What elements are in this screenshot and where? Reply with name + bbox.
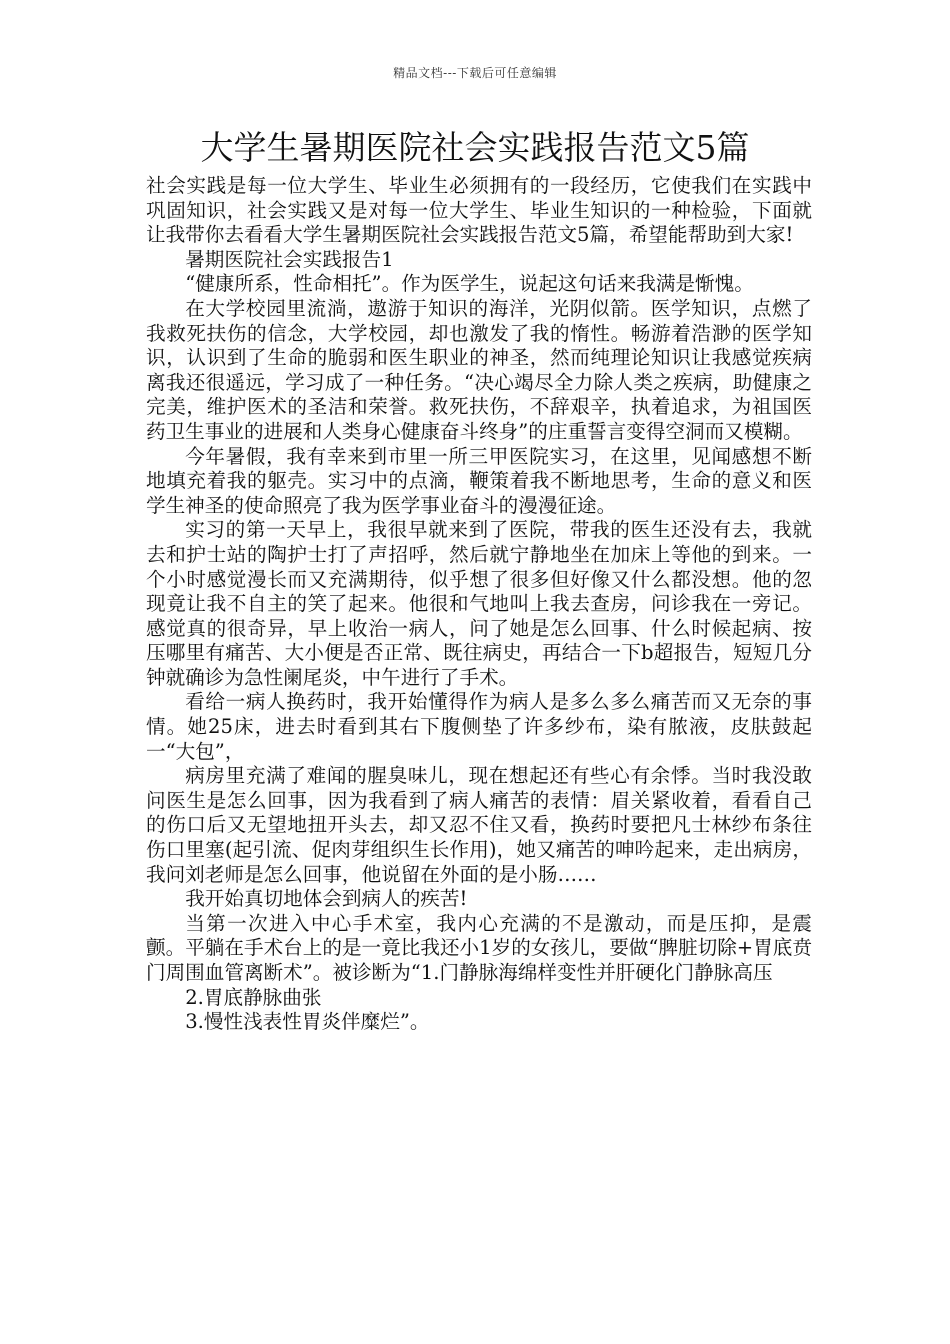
list-item: 2.胃底静脉曲张 bbox=[185, 985, 322, 1009]
paragraph: 在大学校园里流淌，遨游于知识的海洋，光阴似箭。医学知识，点燃了我救死扶伤的信念，大学校园，却也激发了我的惰性。畅游着浩渺的医学知识，认识到了生命的脆弱和医生职业的神圣，然而纯理论知识让我感觉疾病离我还很遥远，学习成了一种任务。“决心竭尽全力除人类之疾病，助健康之完美，维护医术的圣洁和荣誉。救死扶伤，不辞艰辛，执着追求，为祖国医药卫生事业的进展和人类身心健康奋斗终身”的庄重誓言变得空洞而又模糊。 bbox=[146, 296, 812, 443]
header-note: 精品文档---下载后可任意编辑 bbox=[393, 66, 557, 80]
list-item: 3.慢性浅表性胃炎伴糜烂”。 bbox=[185, 1010, 430, 1034]
paragraph: 今年暑假，我有幸来到市里一所三甲医院实习，在这里，见闻感想不断地填充着我的躯壳。实习中的点滴，鞭策着我不断地思考，生命的意义和医学生神圣的使命照亮了我为医学事业奋斗的漫漫征途。 bbox=[146, 444, 812, 517]
paragraph: 当第一次进入中心手术室，我内心充满的不是激动，而是压抑，是震颤。平躺在手术台上的是一竟比我还小1岁的女孩儿，要做“脾脏切除+胃底贲门周围血管离断术”。被诊断为“1.门静脉海绵样变性并肝硬化门静脉高压 bbox=[146, 911, 812, 984]
paragraph-intro: 社会实践是每一位大学生、毕业生必须拥有的一段经历，它使我们在实践中巩固知识，社会实践又是对每一位大学生、毕业生知识的一种检验，下面就让我带你去看看大学生暑期医院社会实践报告范文5篇，希望能帮助到大家! bbox=[146, 174, 812, 247]
paragraph: 病房里充满了难闻的腥臭味儿，现在想起还有些心有余悸。当时我没敢问医生是怎么回事，因为我看到了病人痛苦的表情：眉关紧收着，看看自己的伤口后又无望地扭开头去，却又忍不住又看，换药时要把凡士林纱布条往伤口里塞(起引流、促肉芽组织生长作用)，她又痛苦的呻吟起来，走出病房，我问刘老师是怎么回事，他说留在外面的是小肠…… bbox=[146, 764, 812, 886]
document-body bbox=[146, 174, 812, 1035]
paragraph: 看给一病人换药时，我开始懂得作为病人是多么多么痛苦而又无奈的事情。她25床，进去时看到其右下腹侧垫了许多纱布，染有脓液，皮肤鼓起一“大包”， bbox=[146, 690, 812, 763]
section-heading-report-1: 暑期医院社会实践报告1 bbox=[185, 247, 394, 271]
paragraph: 我开始真切地体会到病人的疾苦! bbox=[185, 887, 468, 911]
paragraph: 实习的第一天早上，我很早就来到了医院，带我的医生还没有去，我就去和护士站的陶护士打了声招呼，然后就宁静地坐在加床上等他的到来。一个小时感觉漫长而又充满期待，似乎想了很多但好像又什么都没想。他的忽现竟让我不自主的笑了起来。他很和气地叫上我去查房，问诊我在一旁记。感觉真的很奇异，早上收治一病人，问了她是怎么回事、什么时候起病、按压哪里有痛苦、大小便是否正常、既往病史，再结合一下b超报告，短短几分钟就确诊为急性阑尾炎，中午进行了手术。 bbox=[146, 518, 812, 689]
document-title: 大学生暑期医院社会实践报告范文5篇 bbox=[200, 128, 750, 167]
paragraph: “健康所系，性命相托”。作为医学生，说起这句话来我满是惭愧。 bbox=[185, 272, 754, 296]
